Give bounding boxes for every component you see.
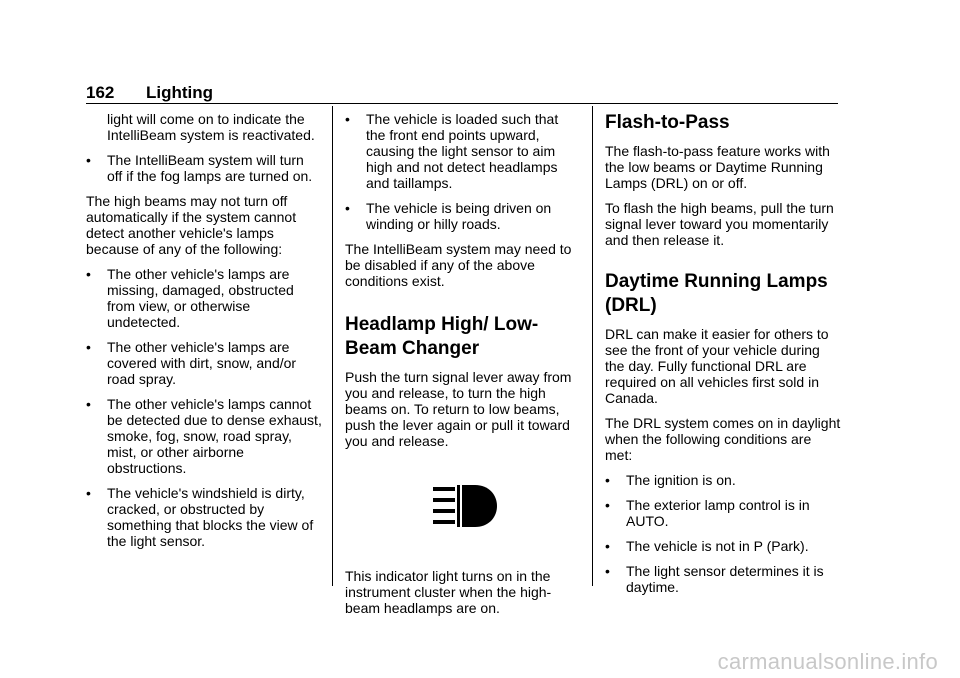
section-heading-high-low-beam: Headlamp High/ Low-Beam Changer [345,314,539,359]
paragraph: To flash the high beams, pull the turn signal lever toward you momentarily and then release it. [605,200,834,248]
bullet-text: The IntelliBeam system will turn off if the fog lamps are turned on. [107,152,313,184]
paragraph: Push the turn signal lever away from you and release, to turn the high beams on. To return to low beams, push the lever again or pull it toward you and release. [345,369,572,449]
bullet-marker: • [605,563,610,579]
bullet-item [345,200,581,232]
bullet-item [86,396,322,476]
bullet-text: The light sensor determines it is daytime. [626,563,824,595]
bullet-item [605,497,841,529]
bullet-marker: • [86,152,91,168]
bullet-marker: • [605,538,610,554]
bullet-marker: • [86,339,91,355]
paragraph: The flash-to-pass feature works with the low beams or Daytime Running Lamps (DRL) on or off. [605,143,830,191]
bullet-marker: • [605,497,610,513]
paragraph: The DRL system comes on in daylight when the following conditions are met: [605,415,841,463]
bullet-item [345,111,581,191]
bullet-item [86,266,322,330]
bullet-text: The vehicle is being driven on winding or hilly roads. [366,200,552,232]
high-beam-indicator-icon [431,483,499,531]
icon-container [345,458,581,568]
bullet-item [86,339,322,387]
bullet-marker: • [605,472,610,488]
section-heading-flash-to-pass: Flash-to-Pass [605,112,730,133]
bullet-text: The other vehicle's lamps cannot be detected due to dense exhaust, smoke, fog, snow, road spray, mist, or other airborne obstructions. [107,396,322,476]
bullet-text: The exterior lamp control is in AUTO. [626,497,810,529]
bullet-item [605,472,841,488]
column-divider-2 [592,106,593,586]
bullet-text: The vehicle is loaded such that the front end points upward, causing the light sensor to aim high and not detect headlamps and taillamps. [366,111,559,191]
bullet-marker: • [86,266,91,282]
section-title: Lighting [146,83,214,102]
bullet-text: The ignition is on. [626,472,736,488]
bullet-item [605,563,841,595]
paragraph: The high beams may not turn off automatically if the system cannot detect another vehicle's lamps because of any of the following: [86,193,297,257]
bullet-item [605,538,841,554]
page-number: 162 [86,83,115,102]
column-3 [605,111,841,604]
bullet-marker: • [345,111,350,127]
bullet-marker: • [86,485,91,501]
bullet-text: The other vehicle's lamps are missing, damaged, obstructed from view, or otherwise undetected. [107,266,294,330]
paragraph: This indicator light turns on in the instrument cluster when the high-beam headlamps are on. [345,568,552,616]
bullet-item [86,152,322,184]
section-heading-drl: Daytime Running Lamps (DRL) [605,271,828,316]
column-1 [86,111,322,558]
column-divider-1 [332,106,333,586]
bullet-marker: • [345,200,350,216]
continuation-text: light will come on to indicate the IntelliBeam system is reactivated. [107,111,315,143]
bullet-item [86,485,322,549]
column-2 [345,111,581,625]
page-header [86,82,838,104]
bullet-marker: • [86,396,91,412]
paragraph: The IntelliBeam system may need to be disabled if any of the above conditions exist. [345,241,572,289]
bullet-text: The other vehicle's lamps are covered with dirt, snow, and/or road spray. [107,339,297,387]
bullet-text: The vehicle's windshield is dirty, cracked, or obstructed by something that blocks the view of the light sensor. [107,485,314,549]
watermark: carmanualsonline.info [717,649,938,674]
paragraph: DRL can make it easier for others to see the front of your vehicle during the day. Fully functional DRL are required on all vehicles first sold in Canada. [605,326,829,406]
bullet-text: The vehicle is not in P (Park). [626,538,809,554]
